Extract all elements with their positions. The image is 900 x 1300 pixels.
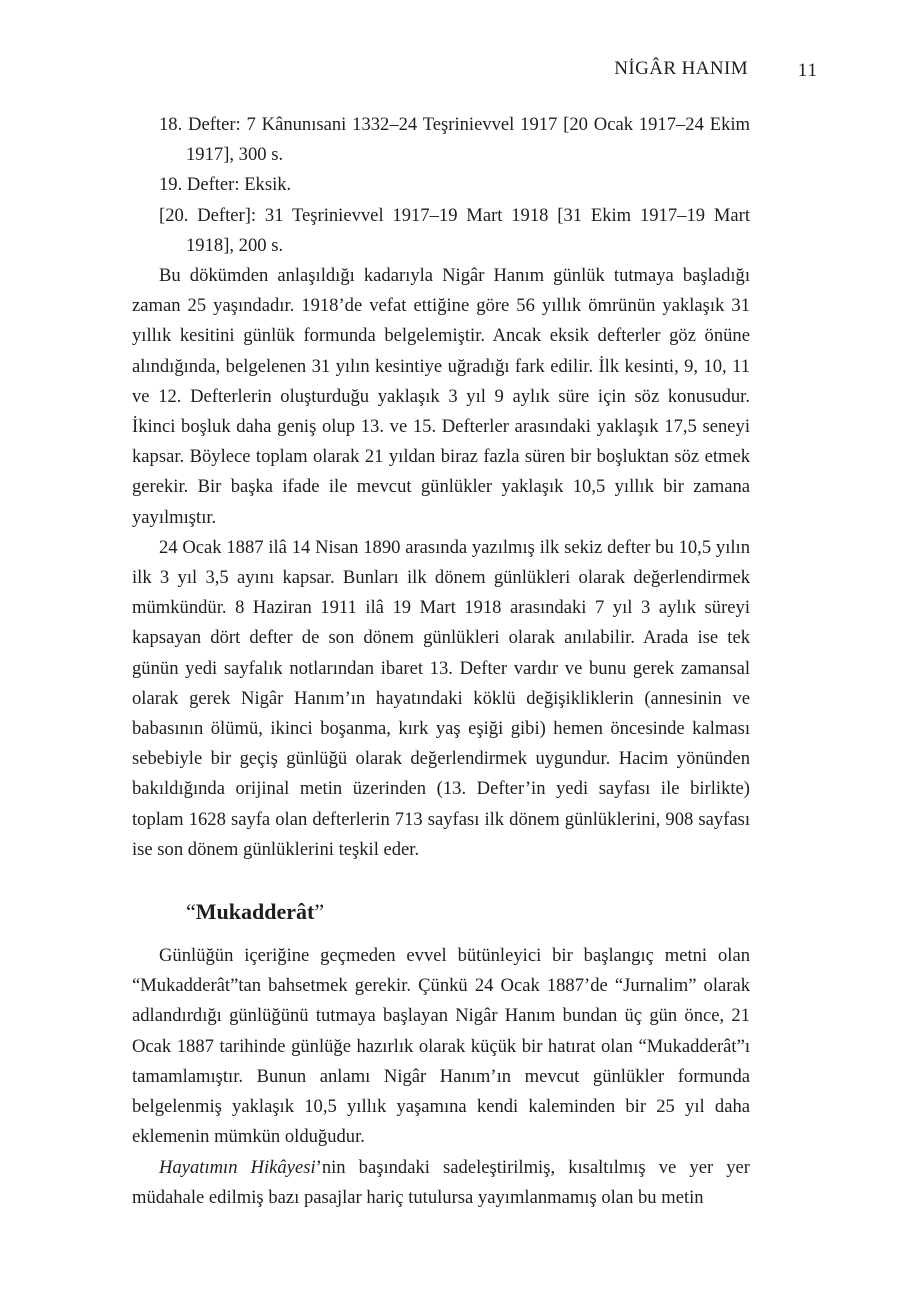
list-item: 18. Defter: 7 Kânunısani 1332–24 Teşrinievvel 1917 [20 Ocak 1917–24 Ekim 1917], 300 s. (159, 114, 750, 166)
body-text (132, 110, 750, 1213)
paragraph (132, 1153, 750, 1213)
running-header (0, 58, 900, 88)
heading-open-quote: “ (186, 899, 196, 925)
section-heading (186, 895, 750, 929)
heading-close-quote: ” (314, 899, 325, 925)
list-item: [20. Defter]: 31 Teşrinievvel 1917–19 Mart 1918 [31 Ekim 1917–19 Mart 1918], 200 s. (159, 204, 750, 256)
paragraph-continuation: ’nin başındaki sadeleştirilmiş, kısaltılmış ve yer yer müdahale edilmiş bazı pasajlar hariç tutulursa yayımlanmamış olan bu metin (132, 1156, 750, 1208)
paragraph: Bu dökümden anlaşıldığı kadarıyla Nigâr Hanım günlük tutmaya başladığı zaman 25 yaşındadır. 1918’de vefat ettiğine göre 56 yıllık ömrünün yaklaşık 31 yıllık kesitini günlük formunda belgelemiştir. Ancak eksik defterler göz önüne alındığında, belgelenen 31 yılın kesintiye uğradığı fark edilir. İlk kesinti, 9, 10, 11 ve 12. Defterlerin oluşturduğu yaklaşık 3 yıl 9 aylık süre için söz konusudur. İkinci boşluk daha geniş olup 13. ve 15. Defterler arasındaki yaklaşık 17,5 seneyi kapsar. Böylece toplam olarak 21 yıldan biraz fazla süren bir boşluktan söz etmek gerekir. Bir başka ifade ile mevcut günlükler yaklaşık 10,5 yıllık bir zamana yayılmıştır. (132, 265, 750, 528)
paragraph: Günlüğün içeriğine geçmeden evvel bütünleyici bir başlangıç metni olan “Mukadderât”tan bahsetmek gerekir. Çünkü 24 Ocak 1887’de “Jurnalim” olarak adlandırdığı günlüğünü tutmaya başlayan Nigâr Hanım bundan üç gün önce, 21 Ocak 1887 tarihinde günlüğe hazırlık olarak küçük bir hatırat olan “Mukadderât”ı tamamlamıştır. Bunun anlamı Nigâr Hanım’ın mevcut günlükler formunda belgelenmiş yaklaşık 10,5 yıllık yaşamına kendi kaleminden bir 25 yıl daha eklemenin mümkün olduğudur. (132, 945, 750, 1148)
heading-text: Mukadderât (195, 899, 315, 925)
book-title-italic: Hayatımın Hikâyesi (159, 1156, 316, 1178)
page-number: 11 (797, 60, 818, 81)
notebook-list (132, 110, 750, 261)
running-title: NİGÂR HANIM (614, 58, 748, 79)
paragraph: 24 Ocak 1887 ilâ 14 Nisan 1890 arasında yazılmış ilk sekiz defter bu 10,5 yılın ilk 3 yıl 3,5 ayını kapsar. Bunları ilk dönem günlükleri olarak değerlendirmek mümkündür. 8 Haziran 1911 ilâ 19 Mart 1918 arasındaki 7 yıl 3 aylık süreyi kapsayan dört defter de son dönem günlükleri olarak anılabilir. Arada ise tek günün yedi sayfalık notlarından ibaret 13. Defter vardır ve bunu gerek zamansal olarak gerek Nigâr Hanım’ın hayatındaki köklü değişikliklerin (annesinin ve babasının ölümü, ikinci boşanma, kırk yaş eşiği gibi) hemen öncesinde kalması sebebiyle bir geçiş günlüğü olarak değerlendirmek uygundur. Hacim yönünden bakıldığında orijinal metin üzerinden (13. Defter’in yedi sayfası ile birlikte) toplam 1628 sayfa olan defterlerin 713 sayfası ilk dönem günlüklerini, 908 sayfası ise son dönem günlüklerini teşkil eder. (132, 536, 750, 860)
list-item: 19. Defter: Eksik. (159, 174, 292, 196)
